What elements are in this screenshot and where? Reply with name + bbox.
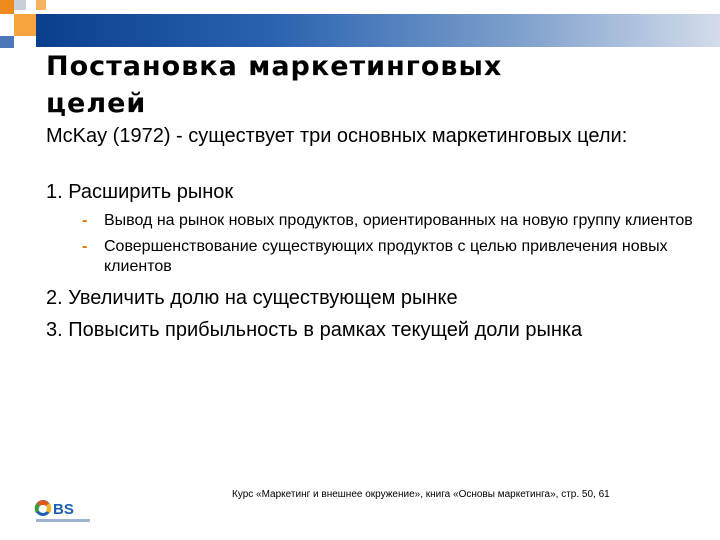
goal-text: Повысить прибыльность в рамках текущей доли рынка (68, 319, 583, 341)
header-gradient-band (36, 14, 720, 47)
goal-item-3 (46, 317, 696, 343)
dash-bullet-icon: - (82, 212, 88, 229)
goal-item-1 (46, 179, 696, 205)
dash-bullet-icon: - (82, 238, 88, 255)
spacer (46, 149, 696, 179)
goal-item-2 (46, 285, 696, 311)
slide-title: Постановка маркетинговых целей (46, 51, 503, 119)
decor-square (14, 0, 26, 10)
goal-number: 2. (46, 287, 63, 309)
footer-source: Курс «Маркетинг и внешнее окружение», книга «Основы маркетинга», стр. 50, 61 (232, 489, 610, 500)
decor-square (14, 14, 36, 36)
slide-body (46, 124, 696, 343)
goal-number: 3. (46, 319, 63, 341)
svg-text:BS: BS (53, 501, 74, 518)
decor-square (0, 0, 14, 14)
goal-subitem (46, 237, 696, 277)
goal-subitem (46, 211, 696, 231)
goal-text: Расширить рынок (68, 181, 234, 203)
goal-text: Увеличить долю на существующем рынке (68, 287, 458, 309)
decor-square (36, 0, 46, 10)
subitem-text: Вывод на рынок новых продуктов, ориентированных на новую группу клиентов (104, 212, 693, 229)
intro-text: McKay (1972) - существует три основных маркетинговых цели: (46, 125, 628, 147)
decor-square (0, 36, 14, 48)
subitem-text: Совершенствование существующих продуктов с целью привлечения новых клиентов (104, 238, 668, 275)
obs-logo-icon (34, 497, 92, 525)
goal-number: 1. (46, 181, 63, 203)
